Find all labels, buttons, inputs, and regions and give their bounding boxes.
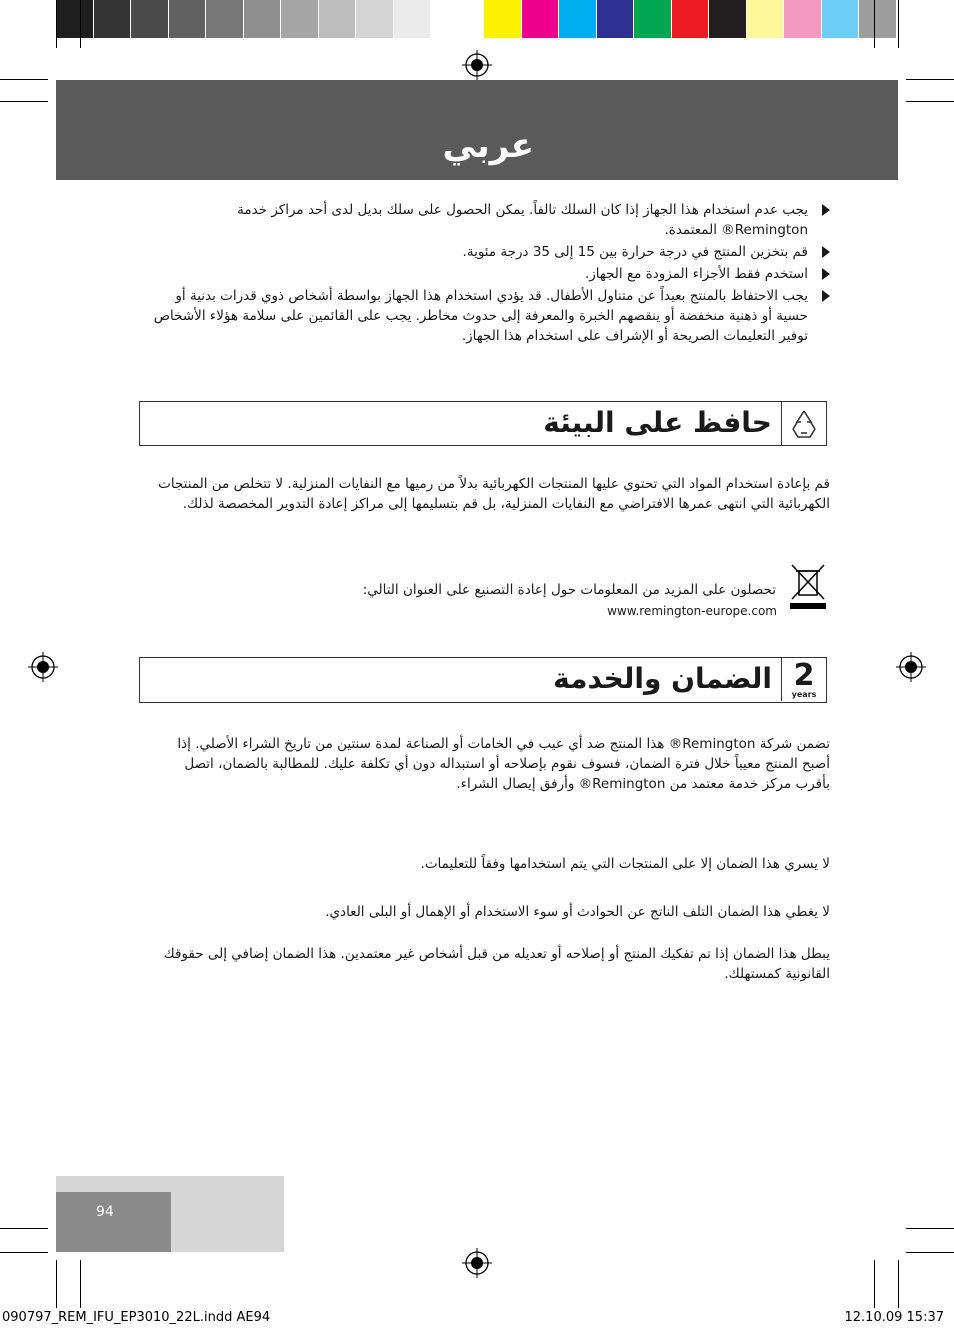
environment-section-header — [139, 401, 827, 446]
color-swatch — [559, 0, 597, 38]
registration-mark-icon — [462, 1248, 492, 1278]
crop-mark — [874, 1260, 875, 1308]
environment-paragraph: قم بإعادة استخدام المواد التي تحتوي عليها المنتجات الكهربائية بدلاً من رميها مع النفايات المنزلية. لا تتخلص من المنتجات الكهربائية التي انتهى عمرها الافتراضي مع النفايات المنزلية، بل قم بتسليمها إلى مراكز إعادة التدوير المخصصة لذلك. — [158, 476, 830, 512]
safety-bullet-list — [150, 200, 830, 348]
page-number-tab — [56, 1192, 171, 1252]
bullet-item: استخدم فقط الأجزاء المزودة مع الجهاز. — [150, 264, 830, 284]
crop-mark — [80, 1260, 81, 1308]
crop-mark — [906, 1228, 954, 1229]
crop-mark — [906, 79, 954, 80]
gray-swatch-bar — [56, 0, 469, 38]
color-swatch — [281, 0, 319, 38]
crop-mark — [56, 0, 57, 48]
warranty-section-header — [139, 657, 827, 703]
date-slug: 12.10.09 15:37 — [844, 1310, 944, 1325]
crop-mark — [0, 79, 48, 80]
crossed-bin-icon — [790, 563, 826, 609]
color-swatch — [822, 0, 860, 38]
color-swatch — [634, 0, 672, 38]
color-swatch — [356, 0, 394, 38]
bullet-item: قم بتخزين المنتج في درجة حرارة بين 15 إلى 35 درجة مئوية. — [150, 242, 830, 262]
badge-label: years — [791, 689, 817, 699]
registration-mark-icon — [462, 50, 492, 80]
crop-mark — [906, 101, 954, 102]
color-swatch — [206, 0, 244, 38]
bullet-triangle-icon — [822, 290, 830, 302]
color-swatch — [169, 0, 207, 38]
crop-mark — [874, 0, 875, 48]
file-slug: 090797_REM_IFU_EP3010_22L.indd AE94 — [2, 1310, 271, 1325]
warranty-paragraph: لا يغطي هذا الضمان التلف الناتج عن الحوادث أو سوء الاستخدام أو الإهمال أو البلى العادي. — [325, 904, 830, 920]
crop-mark — [0, 1228, 48, 1229]
crop-mark — [898, 1260, 899, 1308]
color-swatch-bar — [484, 0, 897, 38]
warranty-paragraph: لا يسري هذا الضمان إلا على المنتجات التي يتم استخدامها وفقاً للتعليمات. — [420, 856, 830, 872]
color-swatch — [431, 0, 469, 38]
color-swatch — [672, 0, 710, 38]
recycle-icon — [781, 402, 826, 445]
color-swatch — [56, 0, 94, 38]
warranty-title: الضمان والخدمة — [553, 662, 772, 695]
website-link[interactable]: www.remington-europe.com — [607, 604, 777, 618]
bullet-triangle-icon — [822, 246, 830, 258]
warranty-paragraph: يبطل هذا الضمان إذا تم تفكيك المنتج أو إصلاحه أو تعديله من قبل أشخاص غير معتمدين. هذا الضمان إضافي إلى حقوقك القانونية كمستهلك. — [163, 946, 830, 982]
recycling-info-text: تحصلون على المزيد من المعلومات حول إعادة التصنيع على العنوان التالي: — [362, 582, 776, 598]
page-number: 94 — [96, 1204, 114, 1220]
color-swatch — [244, 0, 282, 38]
color-swatch — [709, 0, 747, 38]
bullet-item: يجب الاحتفاظ بالمنتج بعيداً عن متناول الأطفال. قد يؤدي استخدام هذا الجهاز بواسطة أشخاص ذوي قدرات بدنية أو حسية أو ذهنية منخفضة أو ينقصهم الخبرة والمعرفة إلى حدوث مخاطر. يجب على القائمين على سلامة هؤلاء الأشخاص توفير التعليمات الصريحة أو الإشراف على استخدام هذا الجهاز. — [150, 286, 830, 346]
page-title: عربي — [442, 126, 534, 166]
badge-number: 2 — [793, 657, 815, 693]
registration-mark-icon — [896, 652, 926, 682]
color-swatch — [747, 0, 785, 38]
crop-mark — [56, 1260, 57, 1308]
color-swatch — [319, 0, 357, 38]
color-swatch — [522, 0, 560, 38]
crop-mark — [0, 1252, 48, 1253]
crop-mark — [0, 101, 48, 102]
color-swatch — [131, 0, 169, 38]
color-swatch — [394, 0, 432, 38]
crop-mark — [906, 1252, 954, 1253]
bullet-triangle-icon — [822, 268, 830, 280]
crop-mark — [898, 0, 899, 48]
two-year-badge-icon — [781, 658, 826, 701]
bullet-item: يجب عدم استخدام هذا الجهاز إذا كان السلك تالفاً. يمكن الحصول على سلك بديل لدى أحد مراكز خدمة Remington® المعتمدة. — [150, 200, 830, 240]
registration-mark-icon — [28, 652, 58, 682]
bullet-triangle-icon — [822, 204, 830, 216]
color-swatch — [94, 0, 132, 38]
crop-mark — [80, 0, 81, 48]
color-swatch — [859, 0, 897, 38]
environment-title: حافظ على البيئة — [543, 406, 772, 439]
warranty-paragraph: تضمن شركة Remington® هذا المنتج ضد أي عيب في الخامات أو الصناعة لمدة سنتين من تاريخ الشراء الأصلي. إذا أصبح المنتج معيباً خلال فترة الضمان، فسوف نقوم بإصلاحه أو استبداله دون أي تكلفة عليك. للمطالبة بالضمان، اتصل بأقرب مركز خدمة معتمد من Remington® وأرفق إيصال الشراء. — [177, 736, 830, 792]
color-swatch — [597, 0, 635, 38]
color-swatch — [484, 0, 522, 38]
color-swatch — [784, 0, 822, 38]
